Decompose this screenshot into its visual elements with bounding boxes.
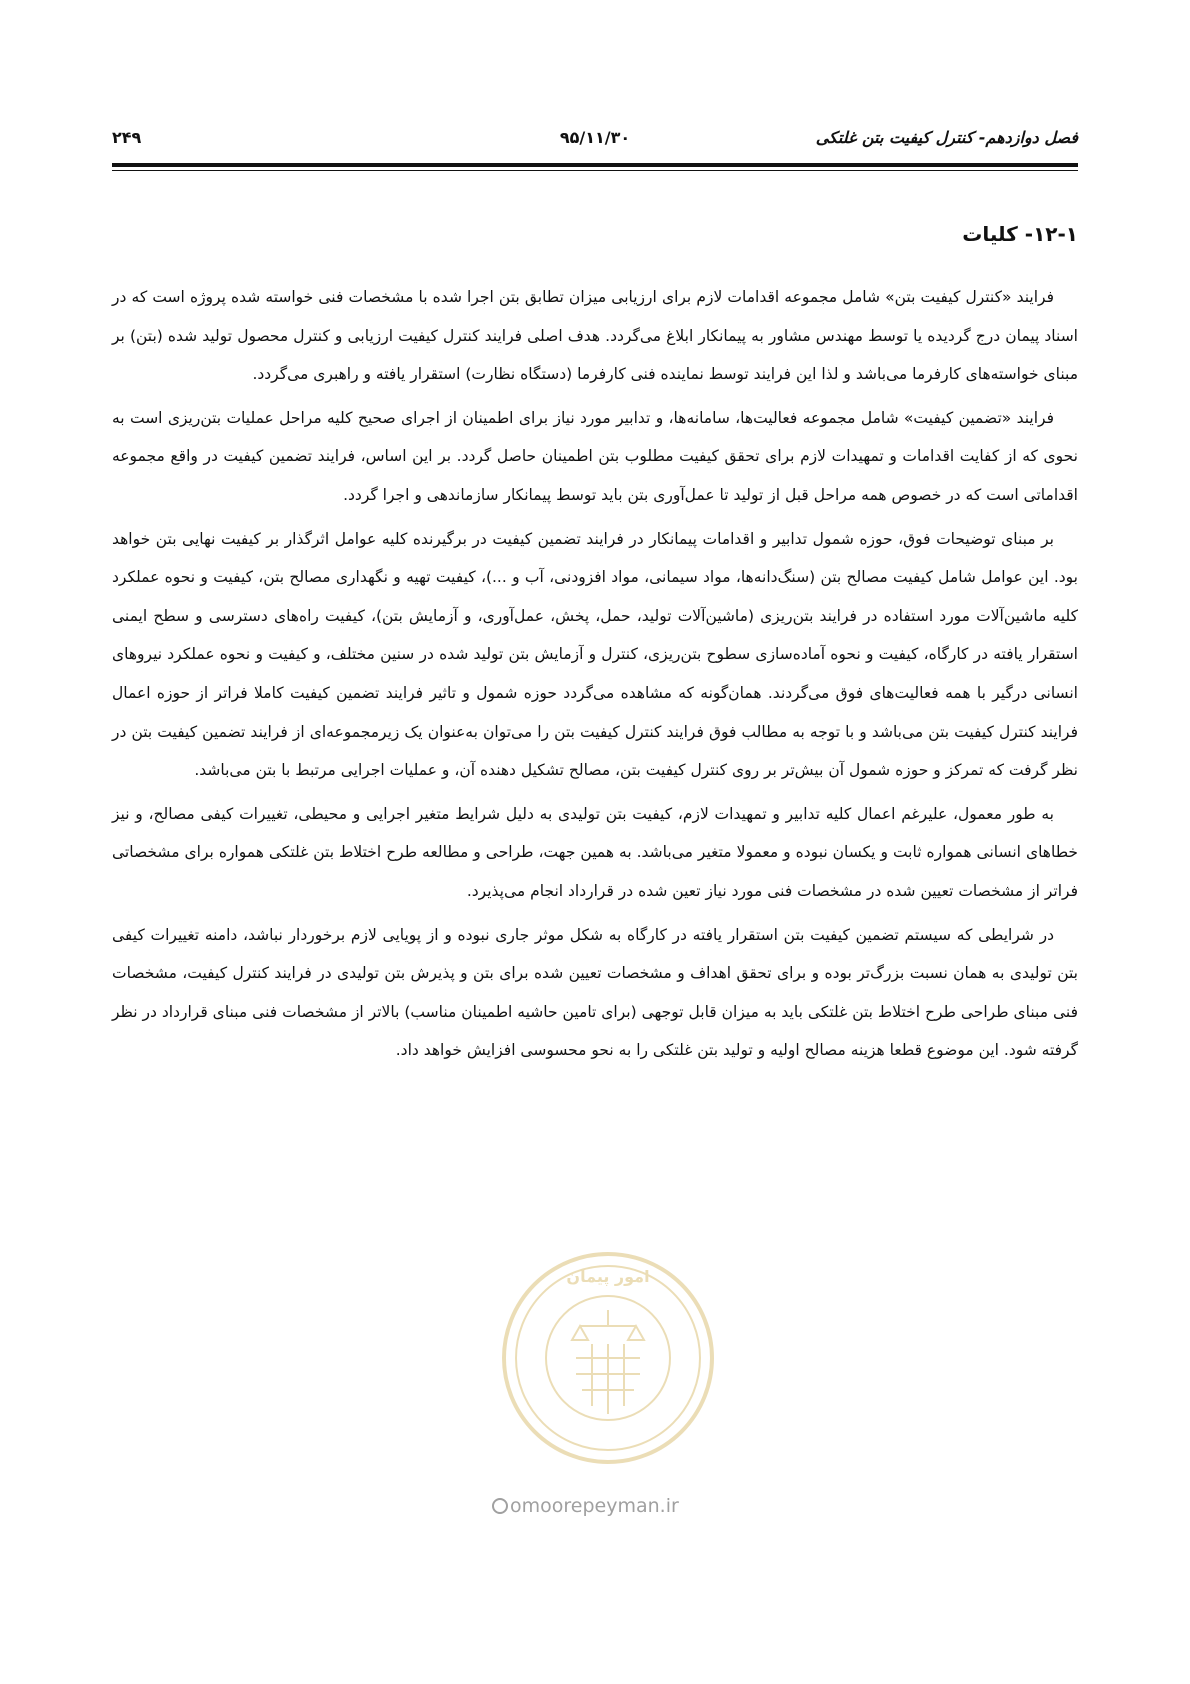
at-icon [492,1498,508,1514]
watermark-seal-logo [498,1248,718,1468]
body-text [112,278,1078,1075]
svg-text:امور پیمان: امور پیمان [566,1267,650,1286]
paragraph-4: به طور معمول، علیرغم اعمال کلیه تدابیر و تمهیدات لازم، کیفیت بتن تولیدی به دلیل شرایط متغیر اجرایی و محیطی، تغییرات کیفی مصالح، و نیز خطاهای انسانی همواره ثابت و یکسان نبوده و معمولا متغیر می‌باشد. به همین جهت، طراحی و مطالعه طرح اختلاط بتن غلتکی همواره برای مشخصاتی فراتر از مشخصات تعیین شده در مشخصات فنی مورد نیاز تعین شده در قرارداد انجام می‌پذیرد. [112,804,1078,900]
paragraph-1: فرایند «کنترل کیفیت بتن» شامل مجموعه اقدامات لازم برای ارزیابی میزان تطابق بتن اجرا شده با مشخصات فنی خواسته شده پروژه است که در اسناد پیمان درج گردیده یا توسط مهندس مشاور به پیمانکار ابلاغ می‌گردد. هدف اصلی فرایند کنترل کیفیت ارزیابی و کنترل محصول تولید شده (بتن) بر مبنای خواسته‌های کارفرما می‌باشد و لذا این فرایند توسط نماینده فنی کارفرما (دستگاه نظارت) استقرار یافته و راهبری می‌گردد. [112,288,1078,384]
header-rule-thin [112,170,1078,171]
running-header [112,128,1078,164]
paragraph-3: بر مبنای توضیحات فوق، حوزه شمول تدابیر و اقدامات پیمانکار در فرایند تضمین کیفیت در برگیرنده کلیه عوامل اثرگذار بر کیفیت نهایی بتن خواهد بود. این عوامل شامل کیفیت مصالح بتن (سنگ‌دانه‌ها، مواد سیمانی، مواد افزودنی، آب و ...)، کیفیت تهیه و نگهداری مصالح بتن، کیفیت و نحوه عملکرد کلیه ماشین‌آلات مورد استفاده در فرایند بتن‌ریزی (ماشین‌آلات تولید، حمل، پخش، عمل‌آوری، و آزمایش بتن)، کیفیت راه‌های دسترسی و سطح ایمنی استقرار یافته در کارگاه، کیفیت و نحوه آماده‌سازی سطوح بتن‌ریزی، کنترل و آزمایش بتن تولید شده در سنین مختلف، و کیفیت و نحوه عملکرد نیروهای انسانی درگیر با همه فعالیت‌های فوق می‌گردند. همان‌گونه که مشاهده می‌گردد حوزه شمول و تاثیر فرایند تضمین کیفیت کاملا فراتر از حوزه اعمال فرایند کنترل کیفیت بتن می‌باشد و با توجه به مطالب فوق فرایند کنترل کیفیت بتن را می‌توان به‌عنوان یک زیرمجموعه‌ای از فرایند تضمین کیفیت بتن در نظر گرفت که تمرکز و حوزه شمول آن بیش‌تر بر روی کنترل کیفیت بتن، مصالح تشکیل دهنده آن، و عملیات اجرایی مرتبط با بتن می‌باشد. [112,529,1078,780]
watermark-url [492,1495,679,1517]
chapter-title: فصل دوازدهم- کنترل کیفیت بتن غلتکی [815,128,1078,147]
section-heading: ۱۲-۱- کلیات [962,222,1078,246]
paragraph-5: در شرایطی که سیستم تضمین کیفیت بتن استقرار یافته در کارگاه به شکل موثر جاری نبوده و از پویایی لازم برخوردار نباشد، دامنه تغییرات کیفی بتن تولیدی به همان نسبت بزرگ‌تر بوده و برای تحقق اهداف و مشخصات تعیین شده برای بتن و پذیرش بتن تولیدی در فرایند کنترل کیفیت، مشخصات فنی مبنای طراحی طرح اختلاط بتن غلتکی باید به میزان قابل توجهی (برای تامین حاشیه اطمینان مناسب) بالاتر از مشخصات فنی مبنای قرارداد در نظر گرفته شود. این موضوع قطعا هزینه مصالح اولیه و تولید بتن غلتکی را به نحو محسوسی افزایش خواهد داد. [112,925,1078,1060]
header-date: ۹۵/۱۱/۳۰ [559,128,631,147]
page-number: ۲۴۹ [112,128,142,147]
header-rule-thick [112,163,1078,167]
watermark-url-text: omoorepeyman.ir [510,1495,679,1517]
paragraph-2: فرایند «تضمین کیفیت» شامل مجموعه فعالیت‌ها، سامانه‌ها، و تدابیر مورد نیاز برای اطمینان از اجرای صحیح کلیه مراحل عملیات بتن‌ریزی است به نحوی که از کفایت اقدامات و تمهیدات لازم برای تحقق کیفیت مطلوب بتن اطمینان حاصل گردد. بر این اساس، فرایند تضمین کیفیت در واقع مجموعه اقداماتی است که در خصوص همه مراحل قبل از تولید تا عمل‌آوری بتن باید توسط پیمانکار سازماندهی و اجرا گردد. [112,408,1078,504]
